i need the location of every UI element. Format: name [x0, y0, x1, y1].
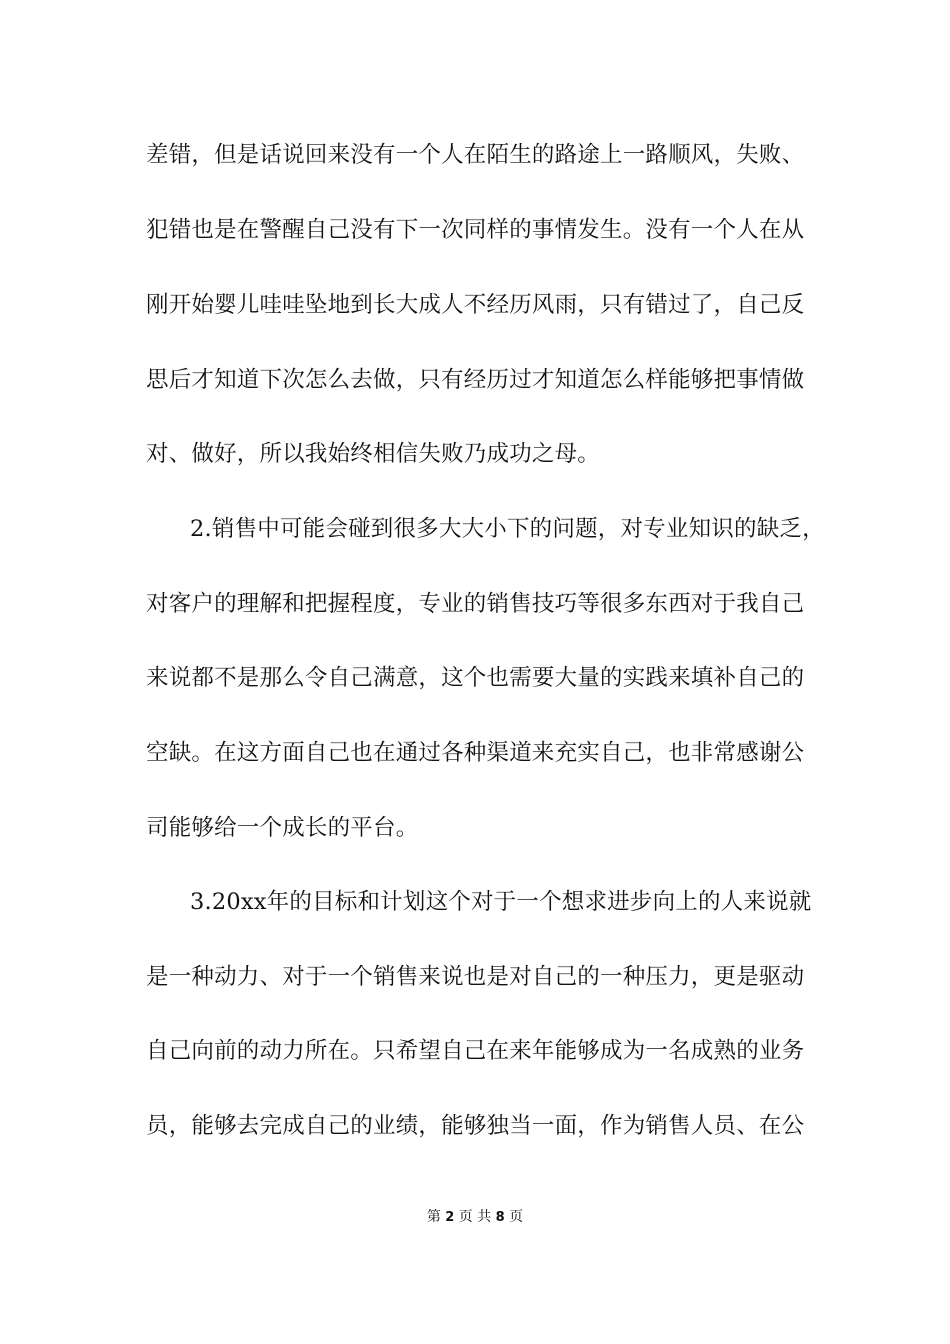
page-footer	[0, 1207, 950, 1228]
footer-suffix: 页	[509, 1209, 524, 1225]
text-line: 自己向前的动力所在。只希望自己在来年能够成为一名成熟的业务	[146, 1038, 805, 1064]
text-line: 刚开始婴儿哇哇坠地到长大成人不经历风雨，只有错过了，自己反	[146, 292, 805, 318]
current-page-number: 2	[445, 1210, 455, 1225]
text-line: 司能够给一个成长的平台。	[146, 815, 419, 841]
text-line: 对、做好，所以我始终相信失败乃成功之母。	[146, 441, 601, 467]
text-line: 是一种动力、对于一个销售来说也是对自己的一种压力，更是驱动	[146, 964, 805, 990]
text-line: 思后才知道下次怎么去做，只有经历过才知道怎么样能够把事情做	[146, 367, 805, 393]
footer-middle: 页 共	[458, 1209, 492, 1225]
text-line: 犯错也是在警醒自己没有下一次同样的事情发生。没有一个人在从	[146, 217, 805, 243]
paragraph-3-first-line: 3.20xx年的目标和计划这个对于一个想求进步向上的人来说就	[190, 889, 812, 915]
text-line: 员，能够去完成自己的业绩，能够独当一面，作为销售人员、在公	[146, 1113, 805, 1139]
text-line: 对客户的理解和把握程度，专业的销售技巧等很多东西对于我自己	[146, 591, 805, 617]
paragraph-2-first-line: 2.销售中可能会碰到很多大大小下的问题，对专业知识的缺乏，	[190, 516, 825, 542]
total-pages-number: 8	[495, 1210, 505, 1225]
text-line: 空缺。在这方面自己也在通过各种渠道来充实自己，也非常感谢公	[146, 740, 805, 766]
footer-prefix: 第	[426, 1209, 441, 1225]
text-line: 来说都不是那么令自己满意，这个也需要大量的实践来填补自己的	[146, 665, 805, 691]
text-line: 差错，但是话说回来没有一个人在陌生的路途上一路顺风，失败、	[146, 142, 805, 168]
